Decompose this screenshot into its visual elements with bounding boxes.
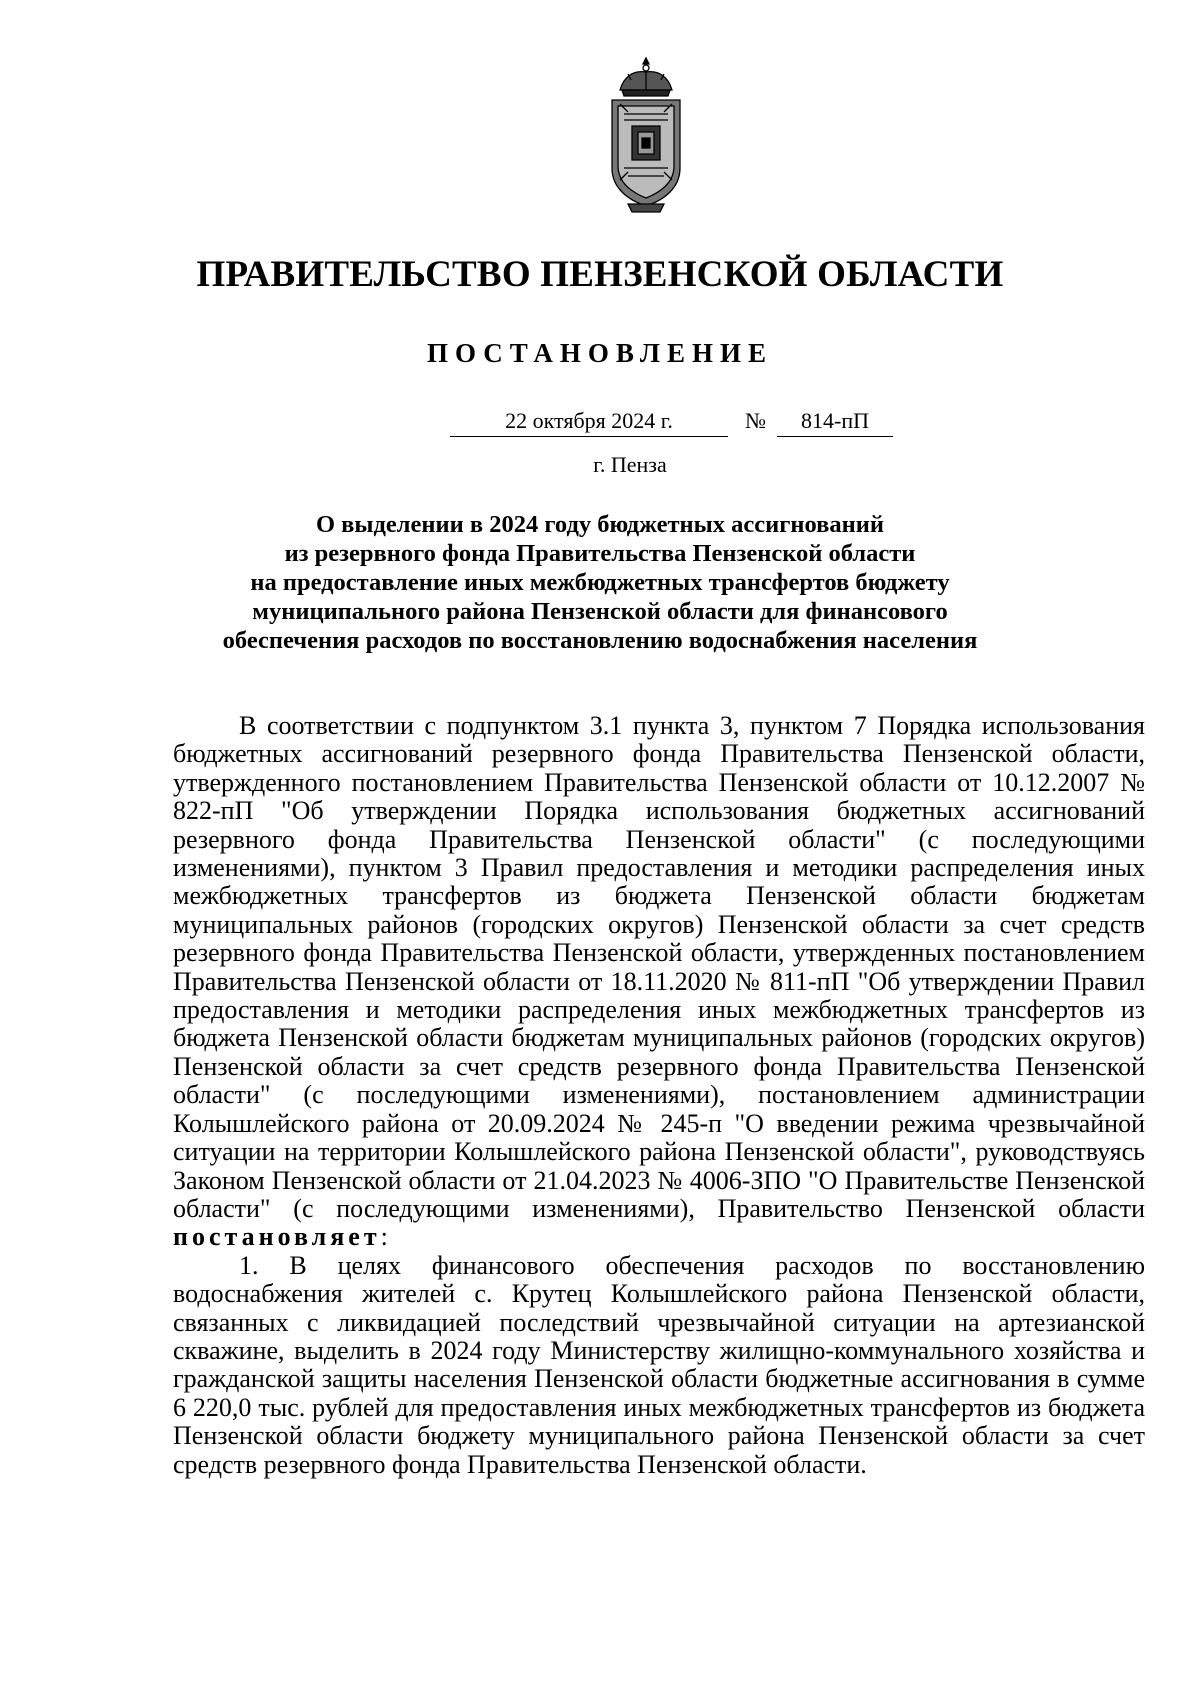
document-body [173,712,1145,1479]
number-sign: № [745,408,766,433]
document-type: ПОСТАНОВЛЕНИЕ [426,338,774,368]
organization-title: ПРАВИТЕЛЬСТВО ПЕНЗЕНСКОЙ ОБЛАСТИ [196,254,1004,295]
city: г. Пенза [593,452,667,477]
coat-of-arms-icon [598,56,694,216]
preamble-text: В соответствии с подпунктом 3.1 пункта 3, пунктом 7 Порядка использования бюджетных ассигнований резервного фонда Правительства Пензенской области, утвержденного постановлением Правительства Пензенской области от 10.12.2007 № 822-пП "Об утверждении Порядка использования бюджетных ассигнований резервного фонда Правительства Пензенской области" (с последующими изменениями), пунктом 3 Правил предоставления и методики распределения иных межбюджетных трансфертов из бюджета Пензенской области бюджетам муниципальных районов (городских округов) Пензенской области за счет средств резервного фонда Правительства Пензенской области, утвержденных постановлением Правительства Пензенской области от 18.11.2020 № 811-пП "Об утверждении Правил предоставления и методики распределения иных межбюджетных трансфертов из бюджета Пензенской области бюджетам муниципальных районов (городских округов) Пензенской области за счет средств резервного фонда Правительства Пензенской области" (с последующими изменениями), постановлением администрации Колышлейского района от 20.09.2024 № 245-п "О введении режима чрезвычайной ситуации на территории Колышлейского района Пензенской области", руководствуясь Законом Пензенской области от 21.04.2023 № 4006-ЗПО "О Правительстве Пензенской области" (с последующими изменениями), Правительство Пензенской области [173,711,1145,1223]
document-number: 814-пП [777,408,893,437]
date-number-row [450,408,900,444]
subject-line: муниципального района Пензенской области для финансового [252,598,948,625]
subject-line: на предоставление иных межбюджетных трансфертов бюджету [250,569,950,596]
document-date: 22 октября 2024 г. [450,408,728,437]
document-subject [0,510,1200,655]
resolves-colon: : [380,1222,388,1252]
preamble-paragraph [173,712,1145,1252]
subject-line: обеспечения расходов по восстановлению водоснабжения населения [222,627,978,654]
item-1-paragraph: 1. В целях финансового обеспечения расходов по восстановлению водоснабжения жителей с. Крутец Колышлейского района Пензенской области, связанных с ликвидацией последствий чрезвычайной ситуации на артезианской скважине, выделить в 2024 году Министерству жилищно-коммунального хозяйства и гражданской защиты населения Пензенской области бюджетные ассигнования в сумме 6 220,0 тыс. рублей для предоставления иных межбюджетных трансфертов из бюджета Пензенской области бюджету муниципального района Пензенской области за счет средств резервного фонда Правительства Пензенской области. [173,1250,1145,1479]
subject-line: из резервного фонда Правительства Пензенской области [284,540,916,567]
resolves-word: постановляет [173,1222,381,1252]
subject-line: О выделении в 2024 году бюджетных ассигнований [316,511,884,538]
